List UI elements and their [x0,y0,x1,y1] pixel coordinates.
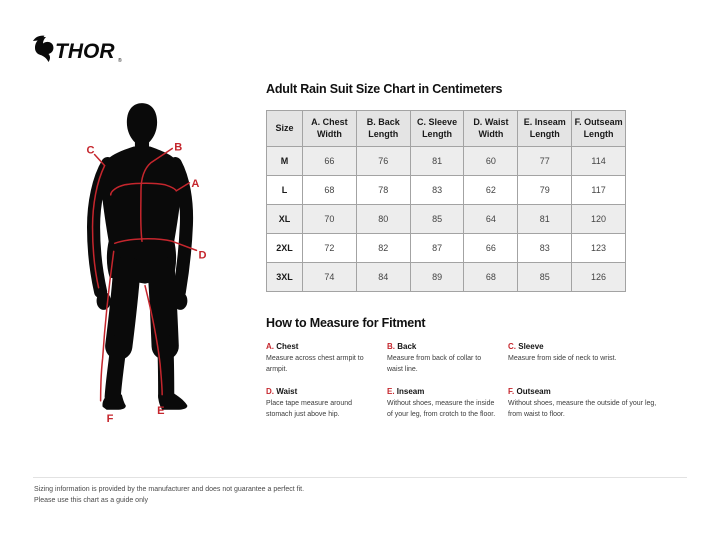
disclaimer-line-1: Sizing information is provided by the manufacturer and does not guarantee a perfect fit. [34,486,305,493]
disclaimer-line-2: Please use this chart as a guide only [34,496,149,504]
label-chest: A [191,177,200,190]
measure-item-back [387,342,508,375]
measure-item-sleeve [508,342,678,375]
measure-letter: D. [266,387,274,396]
value-cell: 68 [303,176,357,205]
value-cell: 82 [356,234,410,263]
size-table-header-row [267,111,626,147]
label-inseam: E [157,404,165,417]
measure-label [387,387,498,396]
value-cell: 117 [572,176,626,205]
size-cell: XL [267,205,303,234]
value-cell: 62 [464,176,518,205]
col-header-back: B. Back Length [356,111,410,147]
value-cell: 123 [572,234,626,263]
col-header-waist: D. Waist Width [464,111,518,147]
registered-mark: ® [118,58,122,64]
value-cell: 83 [518,234,572,263]
measure-label [508,342,668,351]
measure-description: Without shoes, measure the outside of your leg, from waist to floor. [508,400,657,418]
content-column [266,82,690,420]
footer-divider [33,477,687,478]
value-cell: 85 [410,205,464,234]
col-header-outseam: F. Outseam Length [572,111,626,147]
measure-item-inseam [387,387,508,420]
value-cell: 80 [356,205,410,234]
value-cell: 66 [464,234,518,263]
size-table [266,110,626,292]
size-cell: 3XL [267,263,303,292]
value-cell: 79 [518,176,572,205]
measure-label [387,342,498,351]
measure-name: Inseam [396,387,425,396]
measure-name: Outseam [516,387,551,396]
value-cell: 89 [410,263,464,292]
measure-name: Waist [276,387,298,396]
table-row-m [267,147,626,176]
col-header-chest: A. Chest Width [303,111,357,147]
table-row-xl [267,205,626,234]
label-outseam: F [106,412,114,425]
value-cell: 85 [518,263,572,292]
measure-name: Chest [276,342,299,351]
value-cell: 74 [303,263,357,292]
measure-description: Place tape measure around stomach just above hip. [266,400,352,418]
measure-description: Measure from back of collar to waist line. [387,355,482,373]
value-cell: 83 [410,176,464,205]
measure-description: Without shoes, measure the inside of your leg, from crotch to the floor. [387,400,496,418]
value-cell: 126 [572,263,626,292]
measure-description: Measure from side of neck to wrist. [508,355,617,362]
measurement-figure [58,96,230,434]
value-cell: 64 [464,205,518,234]
value-cell: 81 [518,205,572,234]
value-cell: 72 [303,234,357,263]
measure-label [266,387,377,396]
col-header-sleeve: C. Sleeve Length [410,111,464,147]
measure-name: Back [397,342,417,351]
col-header-inseam: E. Inseam Length [518,111,572,147]
value-cell: 87 [410,234,464,263]
value-cell: 84 [356,263,410,292]
label-back: B [174,141,183,154]
measure-name: Sleeve [518,342,544,351]
col-header-size: Size [267,111,303,147]
footer-disclaimer [34,485,304,507]
measure-item-outseam [508,387,678,420]
measure-letter: C. [508,342,516,351]
measure-item-waist [266,387,387,420]
value-cell: 114 [572,147,626,176]
measure-letter: B. [387,342,395,351]
label-waist: D [198,249,207,262]
size-chart-title: Adult Rain Suit Size Chart in Centimeters [266,82,503,96]
table-row-3xl [267,263,626,292]
measure-item-chest [266,342,387,375]
measure-letter: F. [508,387,515,396]
measure-letter: A. [266,342,274,351]
measure-label [508,387,668,396]
measure-instructions [266,342,690,420]
measure-letter: E. [387,387,395,396]
table-row-2xl [267,234,626,263]
value-cell: 68 [464,263,518,292]
value-cell: 78 [356,176,410,205]
thor-logo-text: THOR [55,40,115,63]
size-cell: M [267,147,303,176]
value-cell: 70 [303,205,357,234]
size-cell: 2XL [267,234,303,263]
value-cell: 120 [572,205,626,234]
table-row-l [267,176,626,205]
thor-logo [32,34,124,64]
measure-description: Measure across chest armpit to armpit. [266,355,364,373]
how-to-measure-title: How to Measure for Fitment [266,316,426,330]
label-sleeve: C [86,144,95,157]
value-cell: 76 [356,147,410,176]
value-cell: 66 [303,147,357,176]
value-cell: 77 [518,147,572,176]
value-cell: 60 [464,147,518,176]
thor-ram-icon [33,36,53,62]
size-cell: L [267,176,303,205]
measure-label [266,342,377,351]
value-cell: 81 [410,147,464,176]
